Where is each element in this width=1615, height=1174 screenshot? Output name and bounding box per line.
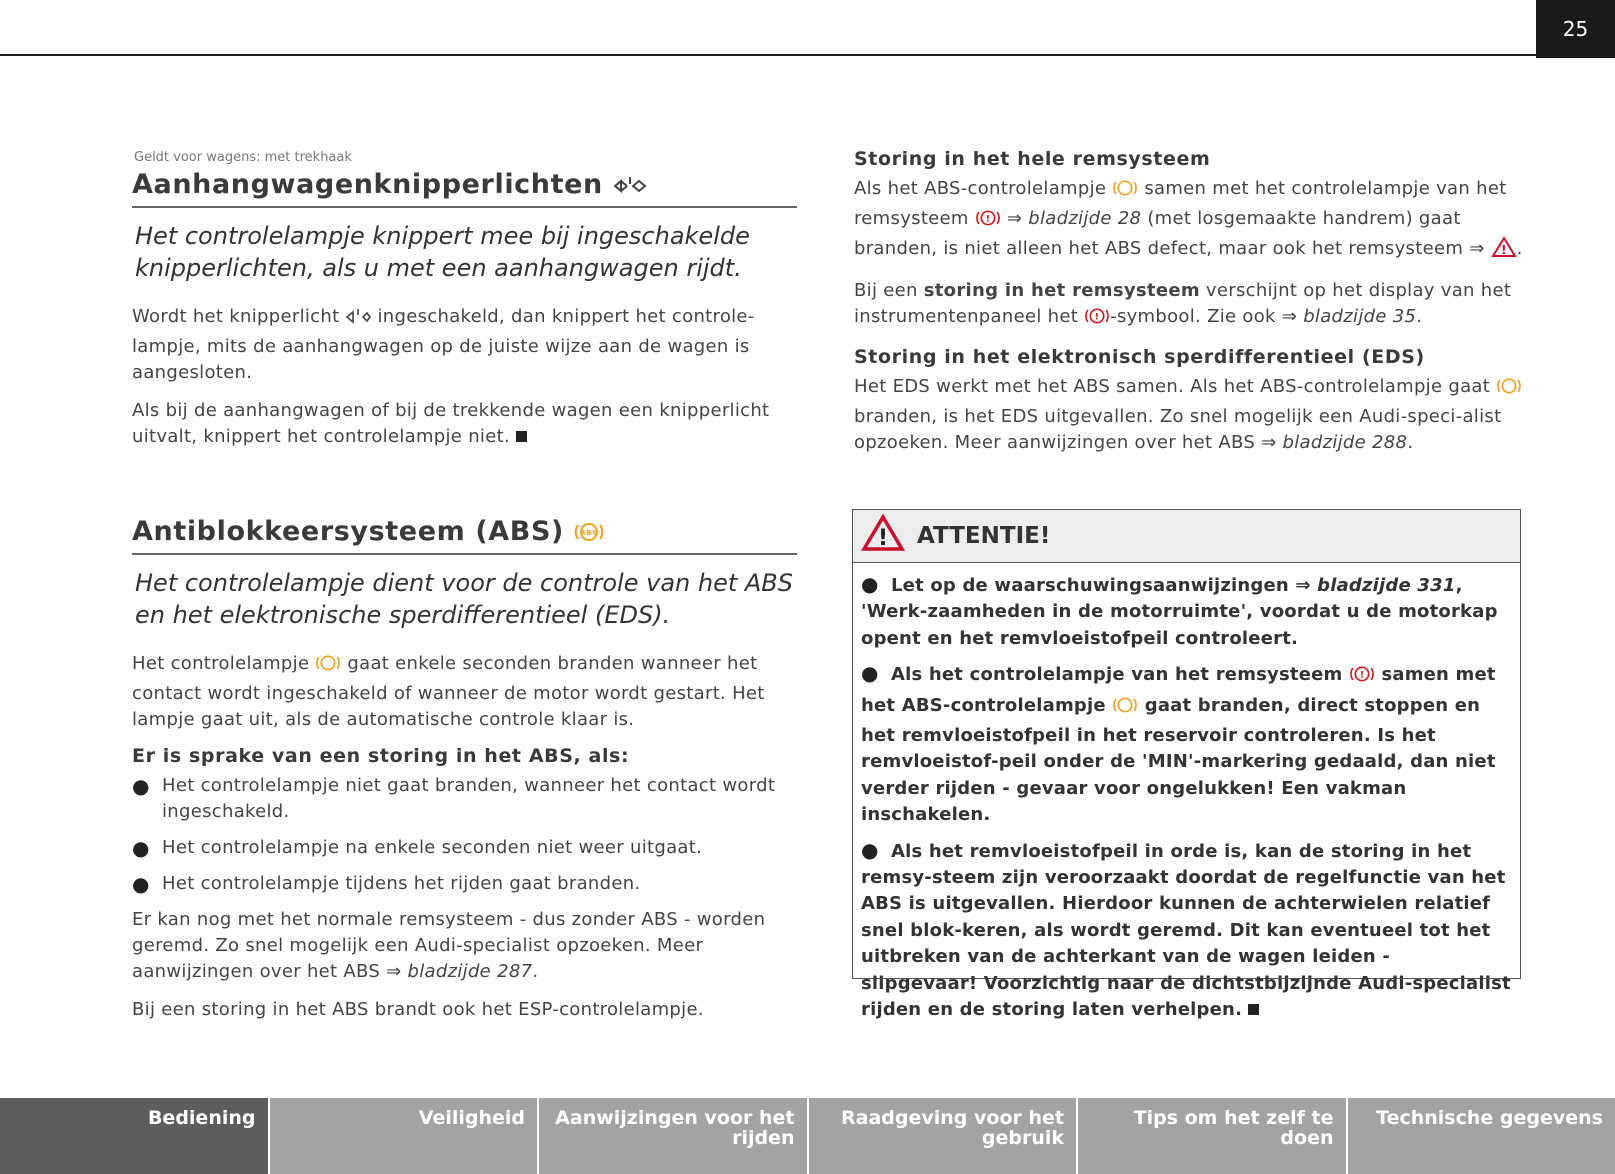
attention-body [853, 563, 1520, 1024]
end-mark-icon [516, 431, 527, 442]
subheading: Storing in het hele remsysteem [854, 148, 1211, 170]
tab-aanwijzingen[interactable]: Aanwijzingen voor het rijden [539, 1098, 809, 1174]
section-abs [132, 516, 797, 1023]
paragraph: Het controlelampje gaat enkele seconden branden wanneer het contact wordt ingeschakeld of wanneer de motor wordt gestart. Het lampje gaat uit, als de automatische controle klaar is. [132, 653, 765, 730]
attention-box [852, 509, 1521, 1021]
svg-text:!: ! [1094, 311, 1100, 323]
brake-warning-icon [1084, 306, 1110, 334]
list-item: ● Als het controlelampje van het remsysteem ! samen met het ABS-controlelampje gaat branden, direct stoppen en het remvloeistofpeil in het reservoir controleren. Is het remvloeistof-peil onder de 'MIN'-markering gedaald, dan niet verder rijden - gevaar voor ongelukken! Een vakman inschakelen. [861, 661, 1496, 826]
abs-warning-icon [315, 653, 341, 681]
list-item: ● Het controlelampje niet gaat branden, wanneer het contact wordt ingeschakeld. [132, 774, 776, 822]
list-item: ● Als het remvloeistofpeil in orde is, kan de storing in het remsy-steem zijn veroorzaakt doordat de regelfunctie van het ABS is uitgevallen. Hierdoor kunnen de achterwielen relatief snel blok-keren, als wordt geremd. Dit kan eventueel tot het uitbreken van de achterkant van de wagen leiden - slipgevaar! Voorzichtig naar de dichtstbijzijnde Audi-specialist rijden en de storing laten verhelpen. [861, 837, 1511, 1021]
page-reference-link[interactable]: bladzijde 35 [1303, 306, 1417, 327]
page-number: 25 [1536, 0, 1615, 58]
attention-header [853, 510, 1520, 563]
list-item: ● Het controlelampje na enkele seconden niet weer uitgaat. [132, 836, 703, 860]
abs-warning-icon [1112, 695, 1138, 723]
header-rule [0, 54, 1536, 56]
svg-text:ABS: ABS [580, 529, 598, 537]
list-item: ● Het controlelampje tijdens het rijden gaat branden. [132, 872, 641, 896]
subheading: Er is sprake van een storing in het ABS, als: [132, 745, 630, 767]
section-lead: Het controlelampje dient voor de controle van het ABS en het elektronische sperdifferentieel (EDS). [135, 569, 793, 629]
warning-triangle-icon [861, 514, 905, 558]
svg-text:!: ! [985, 213, 991, 225]
paragraph: Bij een storing in het ABS brandt ook het ESP-controlelampje. [132, 999, 704, 1020]
abs-warning-icon [1112, 178, 1138, 206]
brake-warning-icon [1349, 664, 1375, 692]
page-reference-link[interactable]: bladzijde 28 [1028, 208, 1142, 229]
right-column [854, 148, 1524, 468]
svg-text:!: ! [1359, 669, 1365, 681]
paragraph: Wordt het knipperlicht ingeschakeld, dan knippert het controle-lampje, mits de aanhangwagen op de juiste wijze aan de wagen is aangesloten. [132, 306, 755, 383]
warning-triangle-icon [1491, 236, 1517, 266]
subheading: Storing in het elektronisch sperdifferentieel (EDS) [854, 346, 1425, 368]
section-title-abs: Antiblokkeersysteem (ABS) ABS [132, 516, 797, 555]
page-reference-link[interactable]: bladzijde 288 [1282, 432, 1408, 453]
tab-tips[interactable]: Tips om het zelf te doen [1078, 1098, 1348, 1174]
brake-warning-icon [975, 208, 1001, 236]
applies-to-note: Geldt voor wagens: met trekhaak [134, 150, 352, 165]
chapter-navigation [0, 1098, 1615, 1174]
tab-bediening[interactable]: Bediening [0, 1098, 270, 1174]
paragraph: Bij een storing in het remsysteem verschijnt op het display van het instrumentenpaneel het ! -symbool. Zie ook ⇒ bladzijde 35. [854, 278, 1524, 334]
attention-title: ATTENTIE! [917, 523, 1051, 549]
abs-warning-icon [1496, 376, 1522, 404]
section-title-trailer-indicators: Aanhangwagenknipperlichten [132, 169, 797, 208]
page-reference-link[interactable]: bladzijde 331 [1317, 575, 1456, 596]
end-mark-icon [1248, 1004, 1259, 1015]
paragraph: Het EDS werkt met het ABS samen. Als het ABS-controlelampje gaat branden, is het EDS uitgevallen. Zo snel mogelijk een Audi-speci-alist opzoeken. Meer aanwijzingen over het ABS ⇒ bladzijde 288. [854, 374, 1524, 456]
paragraph: Er kan nog met het normale remsysteem - dus zonder ABS - worden geremd. Zo snel mogelijk een Audi-specialist opzoeken. Meer aanwijzingen over het ABS ⇒ bladzijde 287. [132, 909, 766, 982]
svg-text:!: ! [877, 526, 889, 551]
turn-signal-icon [345, 308, 371, 334]
tab-veiligheid[interactable]: Veiligheid [270, 1098, 540, 1174]
section-lead: Het controlelampje knippert mee bij ingeschakelde knipperlichten, als u met een aanhangwagen rijdt. [135, 222, 750, 282]
paragraph: Als het ABS-controlelampje samen met het controlelampje van het remsysteem ! ⇒ bladzijde 28 (met losgemaakte handrem) gaat branden, is niet alleen het ABS defect, maar ook het remsysteem ⇒ ! . [854, 176, 1524, 266]
paragraph: Als bij de aanhangwagen of bij de trekkende wagen een knipperlicht uitvalt, knippert het controlelampje niet. [132, 400, 770, 447]
trailer-indicator-icon [613, 173, 647, 204]
list-item: ● Let op de waarschuwingsaanwijzingen ⇒ bladzijde 331, 'Werk-zaamheden in de motorruimte', voordat u de motorkap opent en het remvloeistofpeil controleert. [861, 572, 1498, 649]
svg-text:!: ! [1500, 243, 1507, 257]
tab-technische-gegevens[interactable]: Technische gegevens [1348, 1098, 1615, 1174]
page-reference-link[interactable]: bladzijde 287 [407, 961, 533, 982]
tab-raadgeving[interactable]: Raadgeving voor het gebruik [809, 1098, 1079, 1174]
abs-warning-icon [574, 520, 604, 551]
left-column [132, 150, 797, 1035]
